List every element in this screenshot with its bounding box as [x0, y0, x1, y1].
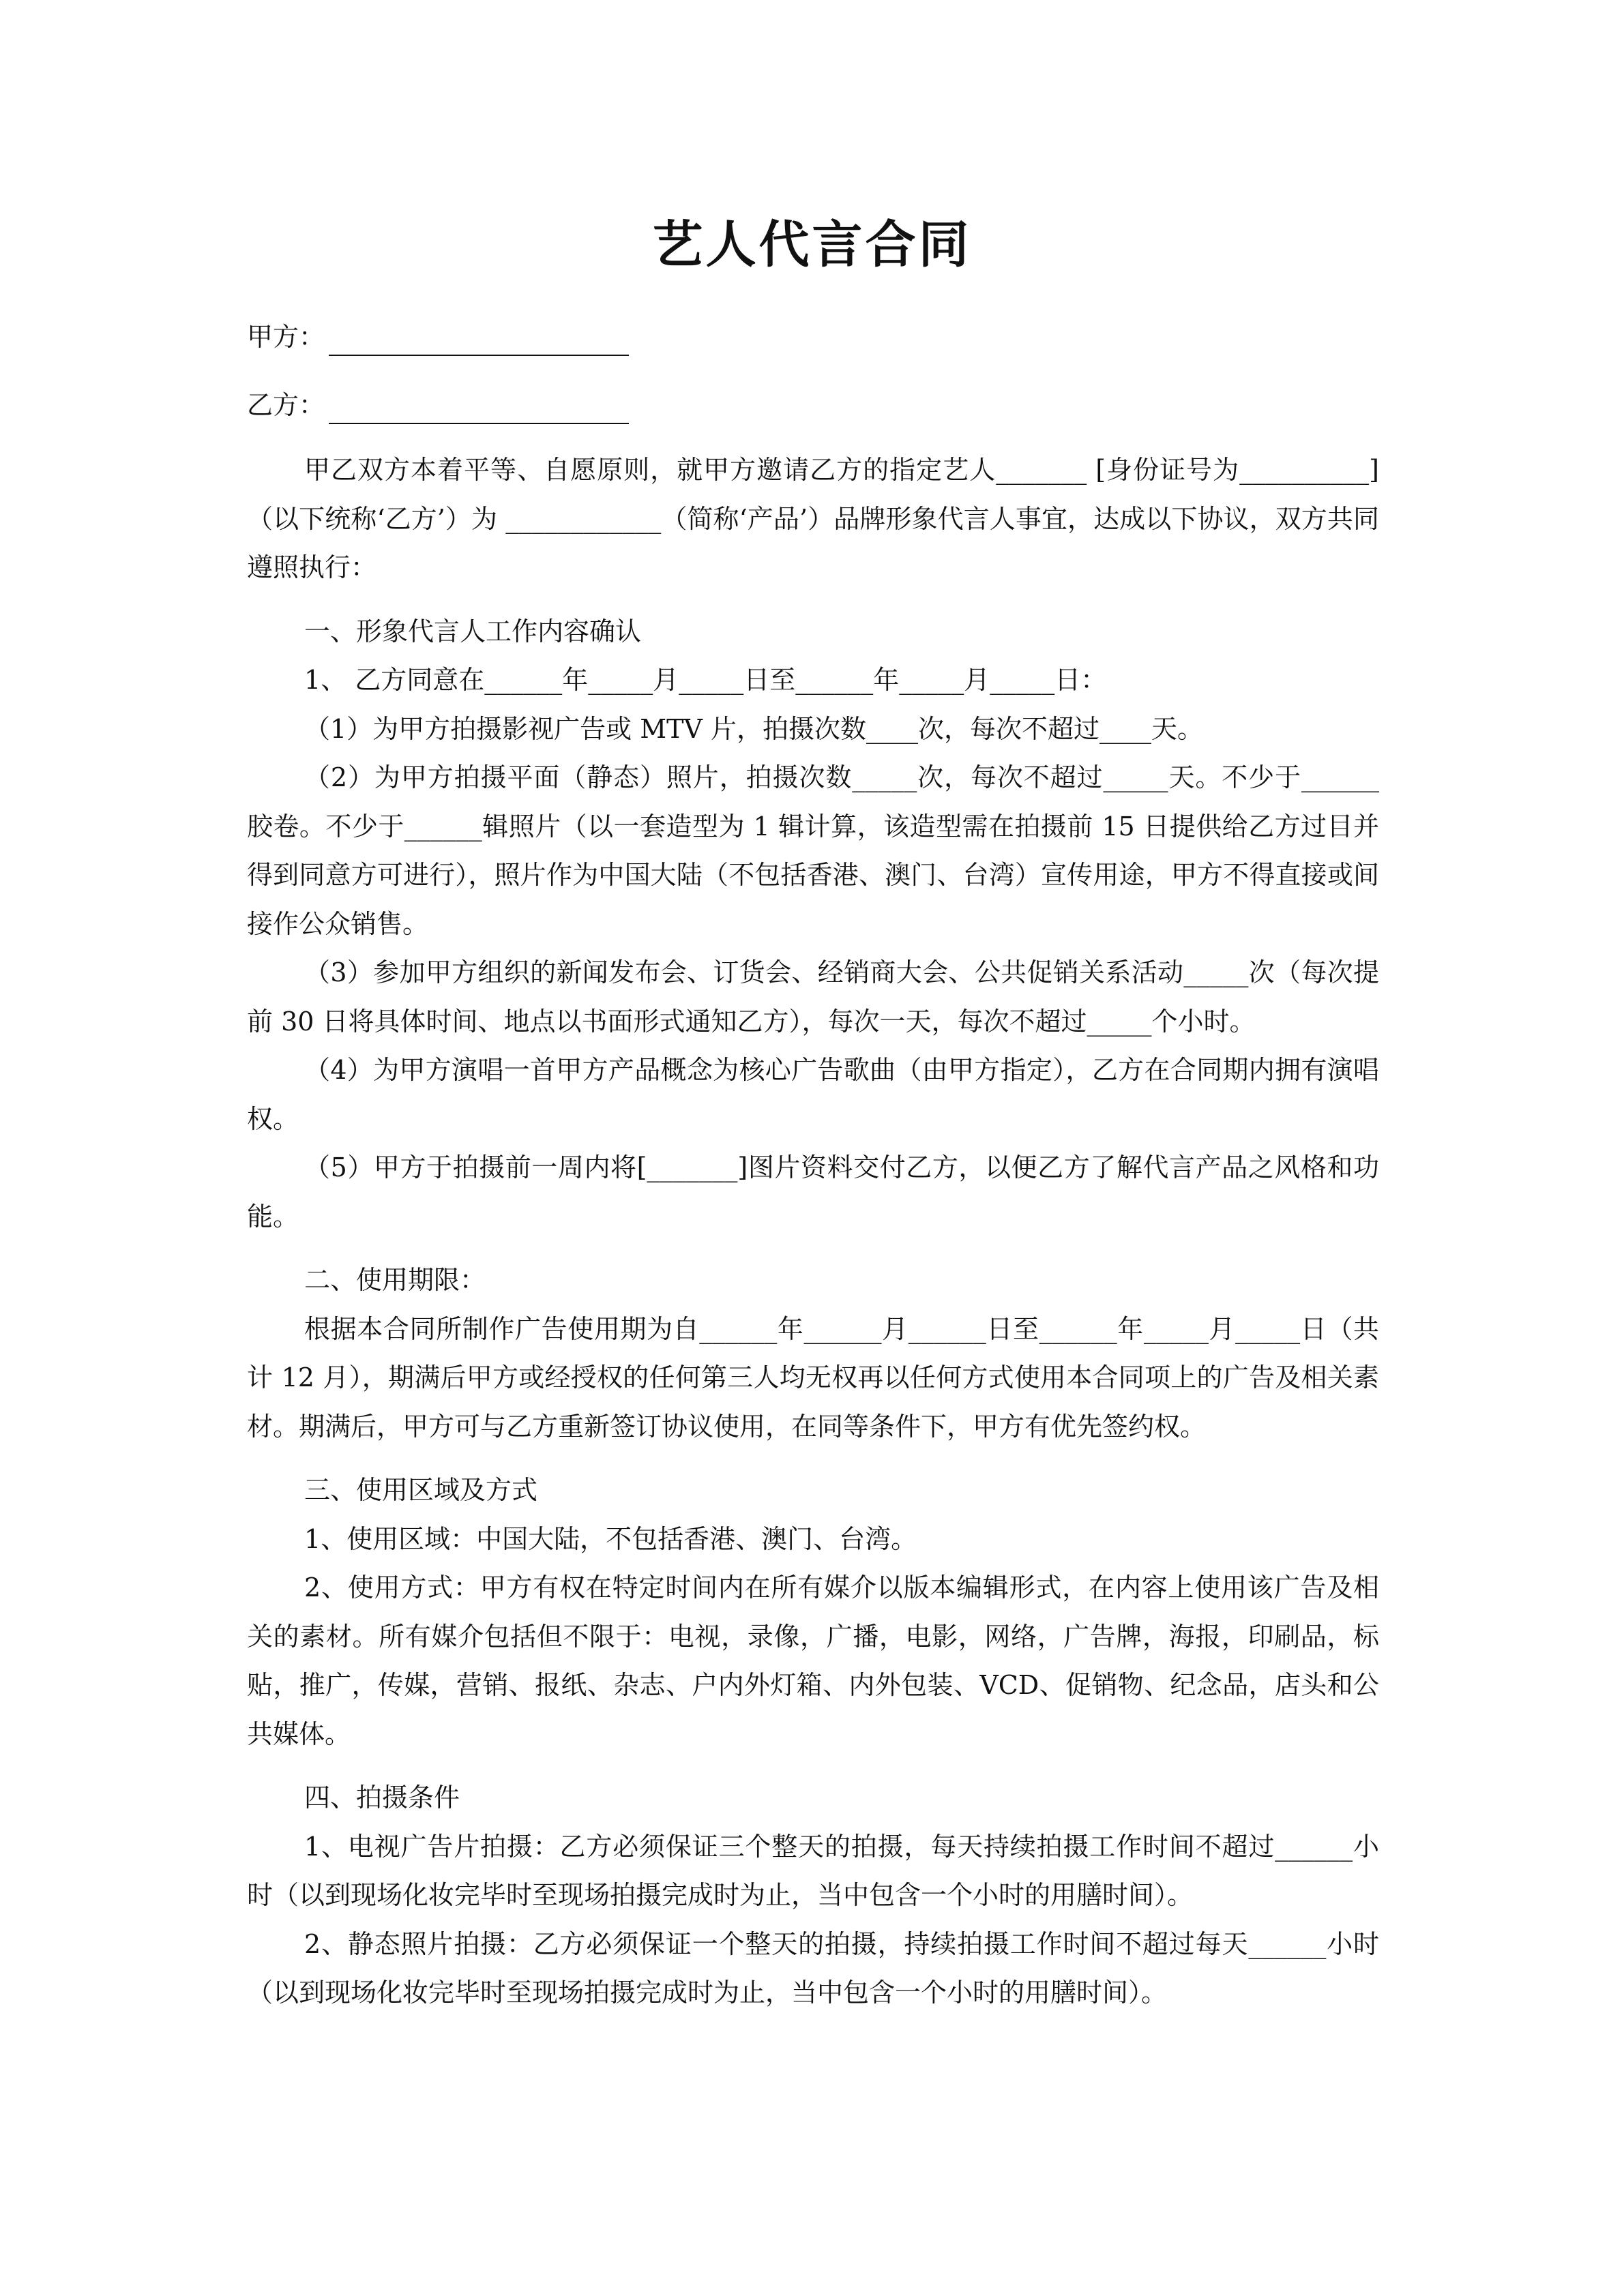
- clause-1-item-1: （1）为甲方拍摄影视广告或 MTV 片，拍摄次数____次，每次不超过____天。: [304, 713, 1204, 744]
- clause-1-item-3: （3）参加甲方组织的新闻发布会、订货会、经销商大会、公共促销关系活动_____次（每次提前 30 日将具体时间、地点以书面形式通知乙方），每次一天，每次不超过_____个小时。: [247, 957, 1379, 1037]
- clause-1-item-4: （4）为甲方演唱一首甲方产品概念为核心广告歌曲（由甲方指定），乙方在合同期内拥有演唱权。: [247, 1055, 1379, 1134]
- party-b-row: [247, 386, 629, 424]
- document-title: 艺人代言合同: [652, 215, 972, 274]
- section-heading-4: 四、拍摄条件: [304, 1783, 460, 1813]
- usage-period-paragraph: 根据本合同所制作广告使用期为自______年______月______日至______年_____月_____日（共计 12 月），期满后甲方或经授权的任何第三人均无权再以任何方式使用本合同项上的广告及相关素材。期满后，甲方可与乙方重新签订协议使用，在同等条件下，甲方有优先签约权。: [247, 1313, 1379, 1442]
- usage-method-paragraph: 2、使用方式：甲方有权在特定时间内在所有媒介以版本编辑形式，在内容上使用该广告及相关的素材。所有媒介包括但不限于：电视，录像，广播，电影，网络，广告牌，海报，印刷品，标贴，推广，传媒，营销、报纸、杂志、户内外灯箱、内外包装、VCD、促销物、纪念品，店头和公共媒体。: [247, 1572, 1379, 1749]
- usage-region-paragraph: 1、使用区域：中国大陆，不包括香港、澳门、台湾。: [304, 1523, 917, 1554]
- section-heading-1: 一、形象代言人工作内容确认: [304, 616, 642, 646]
- party-a-blank: [329, 327, 629, 356]
- party-b-label: 乙方：: [247, 390, 325, 420]
- contract-body: [247, 446, 1379, 2018]
- photo-shooting-paragraph: 2、静态照片拍摄：乙方必须保证一个整天的拍摄，持续拍摄工作时间不超过每天______小时（以到现场化妆完毕时至现场拍摄完成时为止，当中包含一个小时的用膳时间）。: [247, 1928, 1379, 2008]
- clause-1-item-5: （5）甲方于拍摄前一周内将[_______]图片资料交付乙方，以便乙方了解代言产品之风格和功能。: [247, 1152, 1379, 1232]
- party-a-row: [247, 318, 629, 356]
- party-a-label: 甲方：: [247, 322, 325, 352]
- section-heading-3: 三、使用区域及方式: [304, 1475, 538, 1505]
- preamble-paragraph: 甲乙双方本着平等、自愿原则，就甲方邀请乙方的指定艺人_______ [身份证号为__________]（以下统称‘乙方’）为 ____________（简称‘产品’）品牌形象代言人事宜，达成以下协议，双方共同遵照执行：: [247, 455, 1379, 582]
- party-b-blank: [329, 396, 629, 424]
- clause-1-item-2: （2）为甲方拍摄平面（静态）照片，拍摄次数_____次，每次不超过_____天。不少于______胶卷。不少于______辑照片（以一套造型为 1 辑计算，该造型需在拍摄前 15 日提供给乙方过目并得到同意方可进行），照片作为中国大陆（不包括香港、澳门、台湾）宣传用途，甲方不得直接或间接作公众销售。: [247, 762, 1379, 939]
- tv-shooting-paragraph: 1、电视广告片拍摄：乙方必须保证三个整天的拍摄，每天持续拍摄工作时间不超过______小时（以到现场化妆完毕时至现场拍摄完成时为止，当中包含一个小时的用膳时间）。: [247, 1831, 1379, 1910]
- clause-1: 1、 乙方同意在______年_____月_____日至______年_____月_____日：: [304, 665, 1107, 695]
- section-heading-2: 二、使用期限：: [304, 1265, 486, 1295]
